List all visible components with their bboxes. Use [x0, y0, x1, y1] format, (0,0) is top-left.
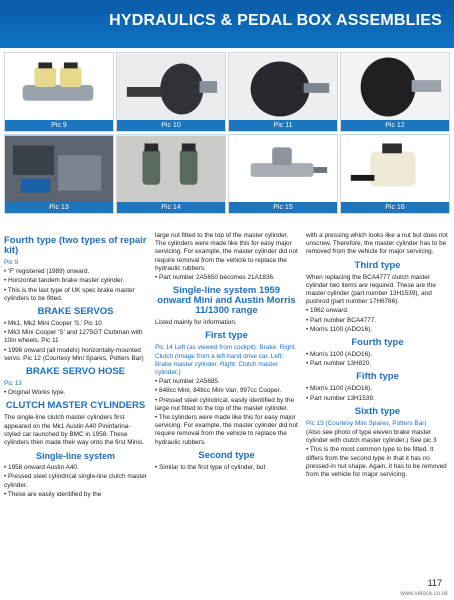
- bullet: • Part number BCA4777.: [306, 316, 377, 324]
- bullet: • This is the last type of UK spec brake master cylinders to be fitted.: [4, 286, 135, 302]
- photo-caption: Pic 12: [341, 120, 449, 131]
- column-2: [155, 232, 298, 577]
- paragraph: large nut fitted to the top of the master cylinder. The cylinders were made like this for easy major servicing. For example, the master cylinder did not require removal from the vehicle to replace the hydraulic rubbers.: [155, 232, 298, 272]
- paragraph: (Also see photo of type eleven brake master cylinder with clutch master cylinder.) See pic 3: [306, 429, 437, 445]
- bullet: • Mk1, Mk2 Mini Cooper 'S.' Pic 10: [4, 320, 102, 328]
- photo-caption: Pic 13: [5, 202, 113, 213]
- section-heading: First type: [205, 330, 248, 342]
- bullet: • Part number 13H1539.: [306, 394, 375, 402]
- photo-pic12: [340, 52, 450, 132]
- bullet: • Part number 13H820.: [306, 360, 372, 368]
- bullet: • 1996 onward (all models) horizontally-mounted servo. Pic 12 (Courtesy Mini Spares, Potters Bar): [4, 346, 144, 362]
- bullet: • Mk3 Mini Cooper 'S' and 1275GT Clubman with 10in wheels. Pic 11: [4, 329, 143, 345]
- bullet: • Similar to the first type of cylinder, but: [155, 463, 266, 471]
- servo-image: [229, 53, 337, 122]
- bullet: • 1958 onward Austin A40.: [4, 464, 79, 472]
- pic-reference: Pic 14 Left (as viewed from cockpit): Brake. Right: Clutch (Image from a left-hand drive car. Left: Brake master cylinder. Right: Clutch master cylinder.): [155, 344, 297, 377]
- section-heading: Sixth type: [354, 405, 401, 417]
- paragraph: with a pressing which looks like a nut but does not unscrew. Therefore, the master cylinder has to be removed from the vehicle for major servicing.: [306, 232, 448, 256]
- photo-pic9: [4, 52, 114, 132]
- photo-grid: [4, 52, 450, 216]
- bullet: • Morris 1100 (ADO16).: [306, 325, 373, 333]
- bullet: • This is the most common type to be fitted. It differs from the second type in that it has no pressed-in nut shape. Again, it has to be removed from the vehicle for major servicing.: [306, 446, 447, 479]
- photo-pic10: [116, 52, 226, 132]
- text-columns: [4, 232, 450, 577]
- section-heading: BRAKE SERVO HOSE: [25, 366, 126, 378]
- photo-caption: Pic 11: [229, 120, 337, 131]
- photo-pic15: [228, 134, 338, 214]
- photo-caption: Pic 10: [117, 120, 225, 131]
- bullet: • Original Works type.: [4, 389, 66, 397]
- bullet: • Horizontal tandem brake master cylinder.: [4, 277, 125, 285]
- bullet: • Morris 1100 (ADO16).: [306, 351, 373, 359]
- bullet: • Part number 2A5650 becomes 21A1836.: [155, 274, 275, 282]
- servo-image: [117, 53, 225, 122]
- paragraph: When replacing the BCA4777 clutch master cylinder two items are required. These are the master cylinder (part number 13H1539), and pushrod (part number 17H6786).: [306, 273, 436, 306]
- section-heading: Fifth type: [356, 371, 399, 383]
- page-number: 117: [427, 578, 442, 588]
- column-3: [306, 232, 449, 577]
- photo-caption: Pic 9: [5, 120, 113, 131]
- bullet: • 'F' registered (1989) onward.: [4, 268, 90, 276]
- section-heading: Single-line system: [35, 451, 116, 462]
- paragraph: Listed mainly for information.: [155, 319, 237, 327]
- section-heading: BRAKE SERVOS: [37, 306, 114, 318]
- photo-row: [4, 134, 450, 214]
- page-title: HYDRAULICS & PEDAL BOX ASSEMBLIES: [109, 12, 442, 29]
- photo-caption: Pic 15: [229, 202, 337, 213]
- section-heading: Third type: [354, 259, 401, 271]
- section-heading: Fourth type: [351, 337, 404, 349]
- master-cylinders-image: [117, 135, 225, 204]
- photo-pic14: [116, 134, 226, 214]
- master-cylinder-image: [5, 53, 113, 122]
- bullet: • Pressed steel cylindrical single-line clutch master cylinder.: [4, 473, 147, 489]
- photo-caption: Pic 14: [117, 202, 225, 213]
- photo-row: [4, 52, 450, 132]
- bullet: • The cylinders were made like this for easy major servicing. For example, the master cylinder did not require removal from the vehicle to replace the hydraulic rubbers.: [155, 414, 298, 446]
- column-1: [4, 232, 147, 577]
- page-header: [0, 0, 454, 48]
- bullet: • 1962 onward.: [306, 307, 349, 315]
- bullet: • These are easily identified by the: [4, 490, 102, 498]
- section-heading: Single-line system 1959 onward Mini and Austin Morris 11/1300 range: [157, 285, 296, 317]
- bullet: • Morris 1100 (ADO16).: [306, 385, 373, 393]
- photo-pic13: [4, 134, 114, 214]
- clutch-master-cylinder-image: [229, 135, 337, 204]
- pic-reference: Pic 15 (Courtesy Mini Spares, Potters Bar): [306, 419, 427, 427]
- photo-caption: Pic 16: [341, 202, 449, 213]
- section-heading: Fourth type (two types of repair kit): [4, 235, 147, 256]
- servo-image: [341, 53, 449, 122]
- paragraph: The single-line clutch master cylinders first appeared on the Mk1 Austin A40 Pininfarina-styled car launched by BMC in 1958. These cylinders then made their way onto the first Minis.: [4, 414, 144, 447]
- photo-pic16: [340, 134, 450, 214]
- watermark: www.veloce.co.uk: [400, 591, 448, 597]
- photo-pic11: [228, 52, 338, 132]
- pic-reference: Pic 13: [4, 380, 22, 388]
- bullet: • 848cc Mini, 848cc Mini Van, 997cc Cooper.: [155, 387, 282, 395]
- section-heading: CLUTCH MASTER CYLINDERS: [5, 400, 146, 412]
- section-heading: Second type: [198, 449, 255, 461]
- pic-reference: Pic 9: [4, 259, 19, 266]
- reservoir-image: [341, 135, 449, 204]
- engine-bay-image: [5, 135, 113, 204]
- bullet: • Part number 2A5685.: [155, 378, 220, 386]
- bullet: • Pressed steel cylindrical, easily identified by the large nut fitted to the top of the master cylinder.: [155, 396, 294, 412]
